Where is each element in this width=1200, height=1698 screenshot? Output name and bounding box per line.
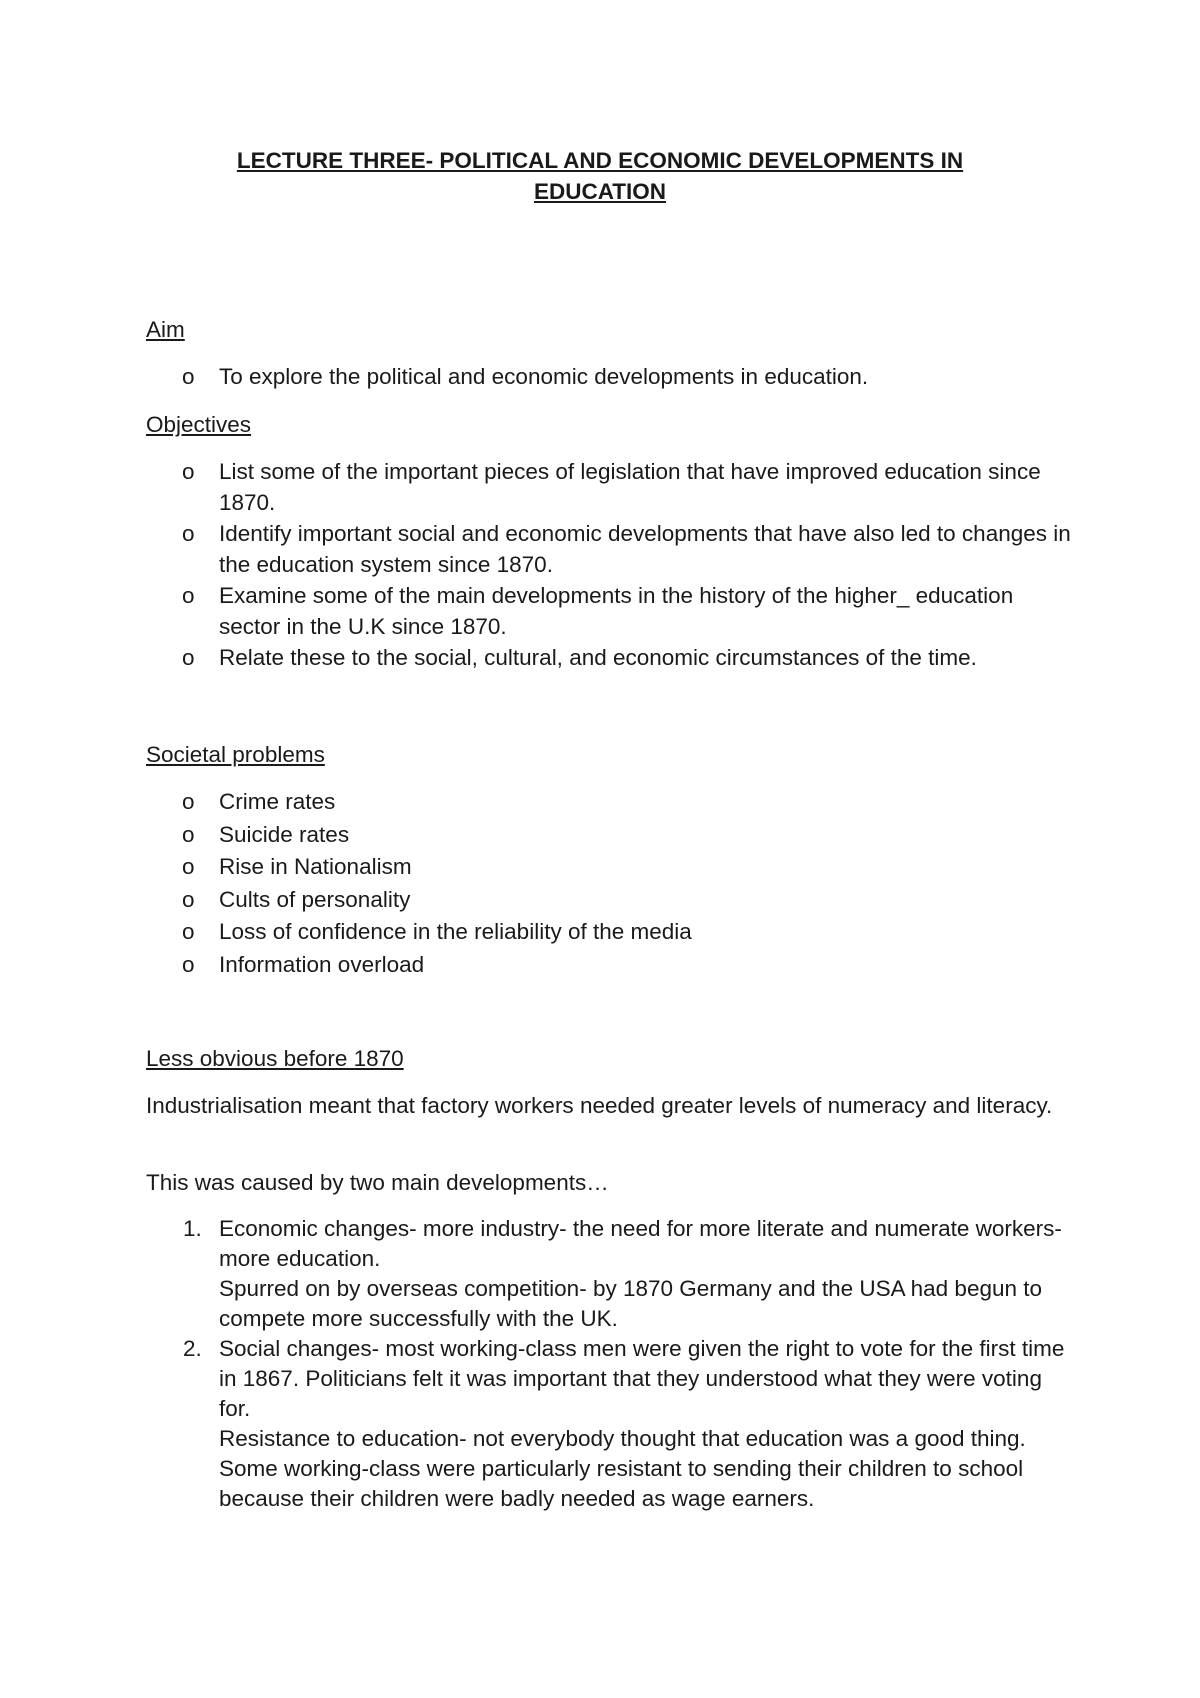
resistance-text: Resistance to education- not everybody thought that education was a good thing. Some working-class were particularly resistant to sending their children to school because their children were badly needed as wage earners. <box>219 1426 1026 1511</box>
developments-list <box>146 1214 1076 1514</box>
societal-problems-list <box>146 786 1076 981</box>
aim-list <box>146 361 1076 392</box>
problem-item-text: Suicide rates <box>219 821 350 847</box>
aim-heading: Aim <box>146 317 185 342</box>
bullet-marker: o <box>182 821 195 847</box>
aim-item-text: To explore the political and economic developments in education. <box>219 364 869 389</box>
bullet-marker: o <box>182 854 195 879</box>
list-number: 1. <box>183 1216 202 1241</box>
bullet-marker: o <box>182 886 195 912</box>
overseas-competition-text: Spurred on by overseas competition- by 1870 Germany and the USA had begun to compete more successfully with the UK. <box>219 1276 1043 1331</box>
problem-item-text: Cults of personality <box>219 886 411 912</box>
list-item <box>146 786 1076 819</box>
developments-paragraph: This was caused by two main developments… <box>146 1170 609 1195</box>
industrialisation-paragraph: Industrialisation meant that factory workers needed greater levels of numeracy and literacy. <box>146 1093 1053 1118</box>
bullet-marker: o <box>182 583 195 608</box>
document-title: LECTURE THREE- POLITICAL AND ECONOMIC DEVELOPMENTS IN EDUCATION <box>236 148 964 204</box>
list-item <box>146 851 1076 884</box>
list-item <box>146 1334 1076 1514</box>
less-obvious-heading: Less obvious before 1870 <box>146 1046 404 1071</box>
bullet-marker: o <box>182 919 195 944</box>
list-item <box>146 642 1076 673</box>
bullet-marker: o <box>182 459 195 484</box>
list-item <box>146 361 1076 392</box>
problem-item-text: Information overload <box>219 951 425 977</box>
list-item <box>146 580 1076 642</box>
objective-item-text: Relate these to the social, cultural, and economic circumstances of the time. <box>219 645 977 670</box>
economic-changes-text: Economic changes- more industry- the need for more literate and numerate workers- more education. <box>219 1216 1062 1271</box>
list-item <box>146 916 1076 949</box>
problem-item-text: Loss of confidence in the reliability of the media <box>219 919 692 944</box>
bullet-marker: o <box>182 645 195 670</box>
list-item <box>146 518 1076 580</box>
objective-item-text: Identify important social and economic developments that have also led to changes in the education system since 1870. <box>219 521 1071 577</box>
list-item <box>146 456 1076 518</box>
societal-problems-heading: Societal problems <box>146 742 325 767</box>
objective-item-text: List some of the important pieces of legislation that have improved education since 1870. <box>219 459 1041 515</box>
list-item <box>146 1214 1076 1334</box>
objective-item-text: Examine some of the main developments in the history of the higher_ education sector in the U.K since 1870. <box>219 583 1014 639</box>
objectives-list <box>146 456 1076 673</box>
objectives-heading: Objectives <box>146 412 252 437</box>
list-item <box>146 884 1076 917</box>
problem-item-text: Rise in Nationalism <box>219 854 412 879</box>
bullet-marker: o <box>182 951 195 977</box>
bullet-marker: o <box>182 364 195 389</box>
list-item <box>146 949 1076 982</box>
bullet-marker: o <box>182 789 195 814</box>
social-changes-text: Social changes- most working-class men were given the right to vote for the first time in 1867. Politicians felt it was important that they understood what they were voting for. <box>219 1336 1065 1421</box>
list-item <box>146 819 1076 852</box>
bullet-marker: o <box>182 521 195 546</box>
problem-item-text: Crime rates <box>219 789 336 814</box>
list-number: 2. <box>183 1336 202 1361</box>
